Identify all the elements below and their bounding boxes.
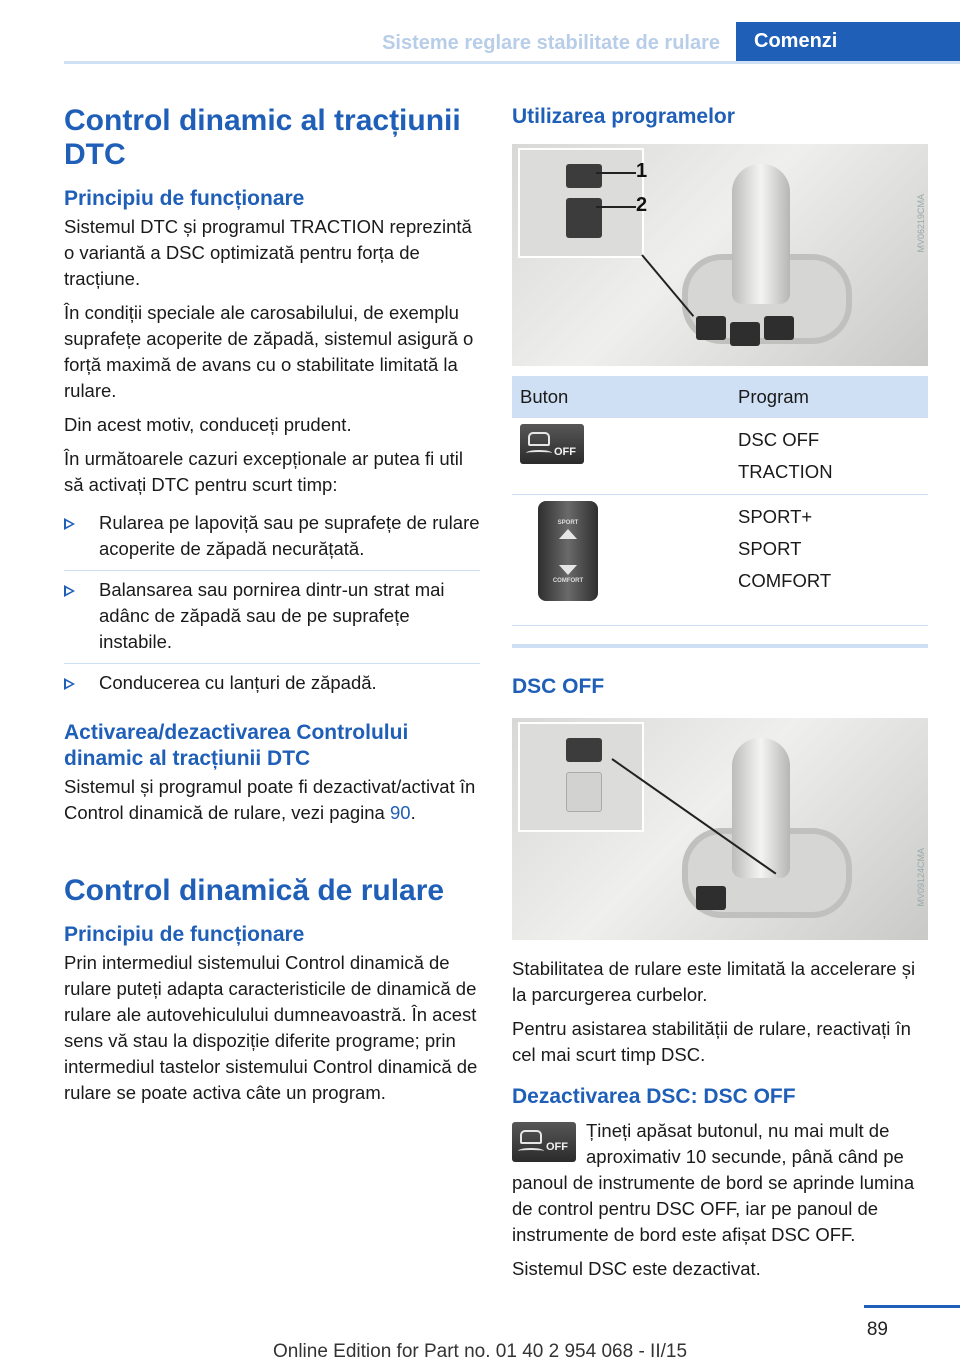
list-item: Conducerea cu lanțuri de zăpadă. — [64, 664, 480, 704]
dtc-paragraph-3: Din acest motiv, conduceți prudent. — [64, 414, 352, 435]
console-button — [696, 886, 726, 910]
triangle-bullet-icon — [64, 518, 75, 530]
dsc-off-heading: DSC OFF — [512, 675, 605, 698]
callout-1: 1 — [636, 160, 648, 182]
dtc-principle-heading: Principiu de funcționare — [64, 187, 305, 210]
list-item: Balansarea sau pornirea dintr-un strat mai adânc de zăpadă sau de pe suprafețe instabile. — [64, 571, 480, 664]
driving-dynamics-title: Control dinamică de rulare — [64, 874, 445, 907]
program-dsc-off: DSC OFF — [738, 429, 820, 450]
console-button — [696, 316, 726, 340]
dtc-paragraph-2: În condiții speciale ale carosabilului, de exemplu suprafețe acoperite de zăpadă, sistemul asigură o forță maximă de avans cu o stabilitate limitată la rulare. — [64, 302, 474, 401]
dtc-paragraph-1: Sistemul DTC și programul TRACTION reprezintă o variantă a DSC optimizată pentru forța de tracțiune. — [64, 216, 472, 289]
program-sport-plus: SPORT+ — [738, 506, 813, 527]
inset-dsc-button — [566, 164, 602, 188]
button-closeup-inset — [518, 722, 644, 832]
dtc-activation-heading: Activarea/dezactivarea Controlului dinamic al tracțiunii DTC — [64, 721, 409, 770]
console-button — [764, 316, 794, 340]
program-traction: TRACTION — [738, 461, 833, 482]
table-row — [512, 418, 928, 495]
programs-heading: Utilizarea programelor — [512, 105, 735, 128]
driving-dynamics-principle-heading: Principiu de funcționare — [64, 923, 305, 946]
photo-watermark: MV09124CMA — [916, 848, 926, 907]
dsc-paragraph-1: Stabilitatea de rulare este limitată la accelerare și la parcurgerea curbelor. — [512, 958, 916, 1005]
photo-watermark: MV06219CMA — [916, 194, 926, 253]
header-rule — [64, 61, 960, 64]
dsc-off-button-icon: OFF — [512, 1122, 576, 1162]
list-item: Rularea pe lapoviță sau pe suprafețe de rulare acoperite de zăpadă necurățată. — [64, 504, 480, 571]
dsc-off-button-icon: OFF — [520, 424, 584, 464]
callout-2: 2 — [636, 194, 648, 216]
table-header-button: Buton — [512, 376, 730, 418]
footer-rule — [864, 1305, 960, 1308]
button-closeup-inset — [518, 148, 644, 258]
callout-2-line — [596, 206, 636, 208]
inset-panel — [566, 772, 602, 812]
gear-shifter — [732, 164, 790, 304]
center-console-photo — [512, 144, 928, 366]
dsc-deactivation-heading: Dezactivarea DSC: DSC OFF — [512, 1085, 796, 1108]
dsc-deactivated-result: Sistemul DSC este dezactivat. — [512, 1258, 761, 1279]
program-sport: SPORT — [738, 538, 802, 559]
callout-1-line — [596, 172, 636, 174]
dtc-paragraph-4: În următoarele cazuri excepționale ar putea fi util să activați DTC pentru scurt timp: — [64, 448, 463, 495]
edition-footer: Online Edition for Part no. 01 40 2 954 068 - II/15 — [272, 1341, 688, 1362]
inset-dsc-button — [566, 738, 602, 762]
right-column — [512, 100, 928, 1282]
program-comfort: COMFORT — [738, 570, 832, 591]
triangle-bullet-icon — [64, 678, 75, 690]
triangle-bullet-icon — [64, 585, 75, 597]
driving-mode-rocker-icon: SPORT COMFORT — [538, 501, 598, 601]
dsc-paragraph-2: Pentru asistarea stabilității de rulare, reactivați în cel mai scurt timp DSC. — [512, 1018, 911, 1065]
section-end-rule — [512, 644, 928, 648]
page-reference-link[interactable]: 90 — [389, 802, 411, 823]
page-number: 89 — [866, 1319, 888, 1340]
dtc-bullet-list — [64, 504, 480, 704]
header-chapter-tab: Comenzi — [736, 22, 960, 64]
dtc-title: Control dinamic al tracțiunii DTC — [64, 104, 461, 171]
inset-mode-rocker — [566, 198, 602, 238]
console-button — [730, 322, 760, 346]
driving-dynamics-paragraph: Prin intermediul sistemului Control dinamică de rulare puteți adapta caracteristicile de dinamică de rulare ale autovehiculului dumneavoastră. În acest sens vă stau la dispoziție diferite programe; prin intermediul tastelor sistemului Control dinamică de rulare se poate activa câte un program. — [64, 952, 478, 1103]
dtc-activation-paragraph: Sistemul și programul poate fi dezactivat/activat în Control dinamică de rulare, vezi pagina 90. — [64, 776, 476, 823]
program-table — [512, 376, 928, 626]
header-section-title: Sisteme reglare stabilitate de rulare — [382, 32, 720, 54]
table-row — [512, 495, 928, 626]
arrow-up-icon — [559, 529, 577, 539]
left-column — [64, 100, 480, 1106]
table-header-program: Program — [730, 376, 928, 418]
dsc-deactivation-paragraph: OFF Țineți apăsat butonul, nu mai mult de aproximativ 10 secunde, până când pe panoul de instrumente de bord se aprinde lumina de control pentru DSC OFF, iar pe panoul de instrumente de bord este afișat DSC OFF. — [512, 1120, 915, 1245]
dsc-button-photo — [512, 718, 928, 940]
gear-shifter — [732, 738, 790, 878]
